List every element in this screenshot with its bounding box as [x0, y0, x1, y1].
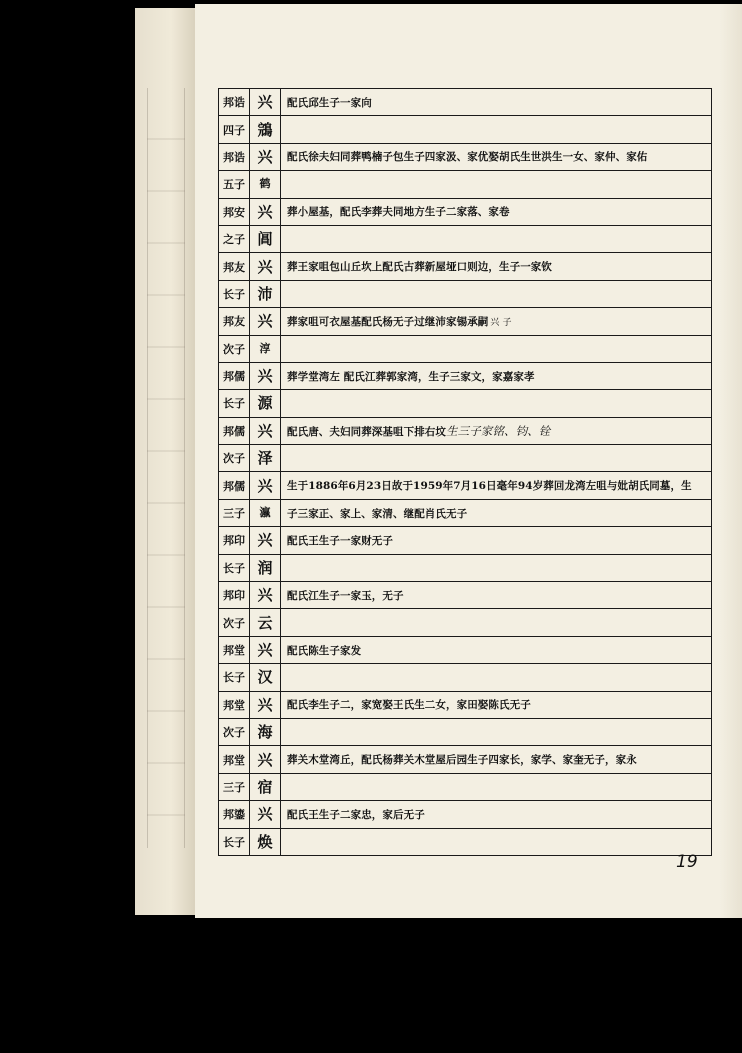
- father-name: 邦鎏: [219, 801, 250, 828]
- record-row-bottom: [219, 335, 712, 362]
- father-name: 邦堂: [219, 636, 250, 663]
- record-row-bottom: [219, 280, 712, 307]
- handwritten-addition: 生三子家铭、钧、铨: [446, 423, 551, 438]
- left-page-edge: [135, 8, 197, 915]
- record-line-1: 葬家咀可衣屋基配氏杨无子过继沛家锡承嗣: [287, 315, 489, 328]
- given-name-second-char: 焕: [250, 828, 281, 855]
- record-line-1: 配氏徐夫妇同葬鸭楠子包生子四家汲、家优娶胡氏生世洪生一女、家仲、家佑: [287, 151, 648, 164]
- given-name-second-char: 鵍: [250, 116, 281, 143]
- record-line-1: 葬关木堂湾丘，配氏杨葬关木堂屋后园生子四家长，家学、家奎无子，家永: [287, 754, 637, 767]
- record-row-bottom: [219, 225, 712, 252]
- father-name: 邦儒: [219, 362, 250, 389]
- record-text-line-2: [281, 664, 712, 691]
- given-name-first-char: 兴: [250, 417, 281, 444]
- record-row-top: [219, 636, 712, 663]
- birth-order: 长子: [219, 664, 250, 691]
- record-line-1: 配氏王生子二家忠，家后无子: [287, 808, 425, 821]
- given-name-first-char: 兴: [250, 362, 281, 389]
- page-number: 19: [676, 852, 698, 872]
- father-name: 邦友: [219, 253, 250, 280]
- given-name-second-char: 润: [250, 554, 281, 581]
- record-text-line-2: [281, 773, 712, 800]
- father-name: 邦儒: [219, 417, 250, 444]
- record-row-bottom: [219, 554, 712, 581]
- record-row-bottom: [219, 609, 712, 636]
- record-text-line-1: [281, 89, 712, 116]
- given-name-first-char: 兴: [250, 527, 281, 554]
- given-name-first-char: 兴: [250, 198, 281, 225]
- record-text-line-1: [281, 198, 712, 225]
- birth-order: 次子: [219, 445, 250, 472]
- record-row-top: [219, 89, 712, 116]
- given-name-second-char: 鹤: [250, 171, 281, 198]
- record-text-line-2: 子三家正、家上、家清、继配肖氏无子: [281, 499, 712, 526]
- father-name: 邦安: [219, 198, 250, 225]
- record-text-line-1: [281, 691, 712, 718]
- given-name-first-char: 兴: [250, 582, 281, 609]
- record-row-top: [219, 582, 712, 609]
- record-line-1: 配氏江生子一家玉，无子: [287, 589, 404, 602]
- given-name-second-char: 云: [250, 609, 281, 636]
- record-line-1: 配氏邱生子一家向: [287, 96, 372, 109]
- birth-order: 长子: [219, 390, 250, 417]
- birth-order: 长子: [219, 828, 250, 855]
- record-text-line-1: [281, 527, 712, 554]
- father-name: 邦印: [219, 582, 250, 609]
- given-name-second-char: 阊: [250, 225, 281, 252]
- birth-order: 之子: [219, 225, 250, 252]
- record-row-bottom: [219, 773, 712, 800]
- record-row-top: [219, 308, 712, 335]
- birth-order: 次子: [219, 718, 250, 745]
- record-row-bottom: [219, 171, 712, 198]
- genealogy-table: [218, 88, 712, 856]
- record-text-line-2: [281, 335, 712, 362]
- given-name-first-char: 兴: [250, 636, 281, 663]
- given-name-first-char: 兴: [250, 801, 281, 828]
- father-name: 邦印: [219, 527, 250, 554]
- record-row-top: [219, 746, 712, 773]
- given-name-first-char: 兴: [250, 89, 281, 116]
- record-line-1: 配氏王生子一家财无子: [287, 534, 393, 547]
- record-text-line-1: [281, 801, 712, 828]
- record-row-top: [219, 801, 712, 828]
- record-text-line-1: [281, 582, 712, 609]
- record-text-line-1: [281, 472, 712, 499]
- given-name-second-char: 淳: [250, 335, 281, 362]
- record-line-1: 葬王家咀包山丘坎上配氏古葬新屋垭口则边，生子一家钦: [287, 261, 552, 274]
- record-line-1: 生于1886年6月23日故于1959年7月16日毫年94岁葬回龙湾左咀与妣胡氏同墓，生: [287, 480, 692, 493]
- record-text-line-1: [281, 417, 712, 444]
- given-name-first-char: 兴: [250, 308, 281, 335]
- record-text-line-1: [281, 636, 712, 663]
- father-name: 邦诰: [219, 89, 250, 116]
- father-name: 邦堂: [219, 691, 250, 718]
- record-row-top: [219, 253, 712, 280]
- given-name-second-char: 宿: [250, 773, 281, 800]
- record-line-1: 配氏唐、夫妇同葬深基咀下排右坟: [287, 425, 446, 438]
- birth-order: 五子: [219, 171, 250, 198]
- given-name-first-char: 兴: [250, 143, 281, 170]
- record-row-bottom: [219, 445, 712, 472]
- birth-order: 三子: [219, 499, 250, 526]
- record-row-bottom: [219, 718, 712, 745]
- father-name: 邦儒: [219, 472, 250, 499]
- record-row-bottom: [219, 664, 712, 691]
- record-row-bottom: [219, 499, 712, 526]
- record-line-1: 配氏李生子二，家宽娶王氏生二女，家田娶陈氏无子: [287, 699, 531, 712]
- record-text-line-1: [281, 143, 712, 170]
- father-name: 邦友: [219, 308, 250, 335]
- birth-order: 四子: [219, 116, 250, 143]
- given-name-second-char: 泽: [250, 445, 281, 472]
- record-row-top: [219, 691, 712, 718]
- record-row-bottom: [219, 116, 712, 143]
- record-line-1: 配氏陈生子家发: [287, 644, 362, 657]
- record-text-line-2: [281, 116, 712, 143]
- given-name-first-char: 兴: [250, 472, 281, 499]
- record-row-bottom: [219, 828, 712, 855]
- record-text-line-2: [281, 225, 712, 252]
- record-row-top: [219, 417, 712, 444]
- handwritten-note: 兴 子: [490, 317, 512, 328]
- record-text-line-2: [281, 718, 712, 745]
- record-row-top: [219, 362, 712, 389]
- record-text-line-2: [281, 280, 712, 307]
- given-name-second-char: 源: [250, 390, 281, 417]
- father-name: 邦堂: [219, 746, 250, 773]
- given-name-second-char: 海: [250, 718, 281, 745]
- record-line-1: 葬学堂湾左 配氏江葬郭家湾，生子三家文，家嘉家孝: [287, 370, 535, 383]
- bleed-through-lines: [147, 88, 185, 848]
- record-row-bottom: [219, 390, 712, 417]
- birth-order: 长子: [219, 280, 250, 307]
- record-text-line-2: [281, 828, 712, 855]
- given-name-first-char: 兴: [250, 253, 281, 280]
- record-row-top: [219, 472, 712, 499]
- birth-order: 次子: [219, 335, 250, 362]
- record-text-line-2: [281, 390, 712, 417]
- birth-order: 长子: [219, 554, 250, 581]
- given-name-second-char: 瀛: [250, 499, 281, 526]
- record-text-line-2: [281, 609, 712, 636]
- record-text-line-2: [281, 171, 712, 198]
- page-shadow: [720, 4, 742, 918]
- given-name-second-char: 汉: [250, 664, 281, 691]
- record-line-1: 葬小屋基，配氏李葬夫同地方生子二家落、家卷: [287, 206, 510, 219]
- father-name: 邦诰: [219, 143, 250, 170]
- record-text-line-2: [281, 445, 712, 472]
- birth-order: 次子: [219, 609, 250, 636]
- record-row-top: [219, 527, 712, 554]
- record-row-top: [219, 198, 712, 225]
- record-text-line-1: [281, 362, 712, 389]
- given-name-first-char: 兴: [250, 746, 281, 773]
- record-text-line-1: [281, 308, 712, 335]
- record-row-top: [219, 143, 712, 170]
- birth-order: 三子: [219, 773, 250, 800]
- record-text-line-2: [281, 554, 712, 581]
- record-text-line-1: [281, 746, 712, 773]
- given-name-first-char: 兴: [250, 691, 281, 718]
- given-name-second-char: 沛: [250, 280, 281, 307]
- record-text-line-1: [281, 253, 712, 280]
